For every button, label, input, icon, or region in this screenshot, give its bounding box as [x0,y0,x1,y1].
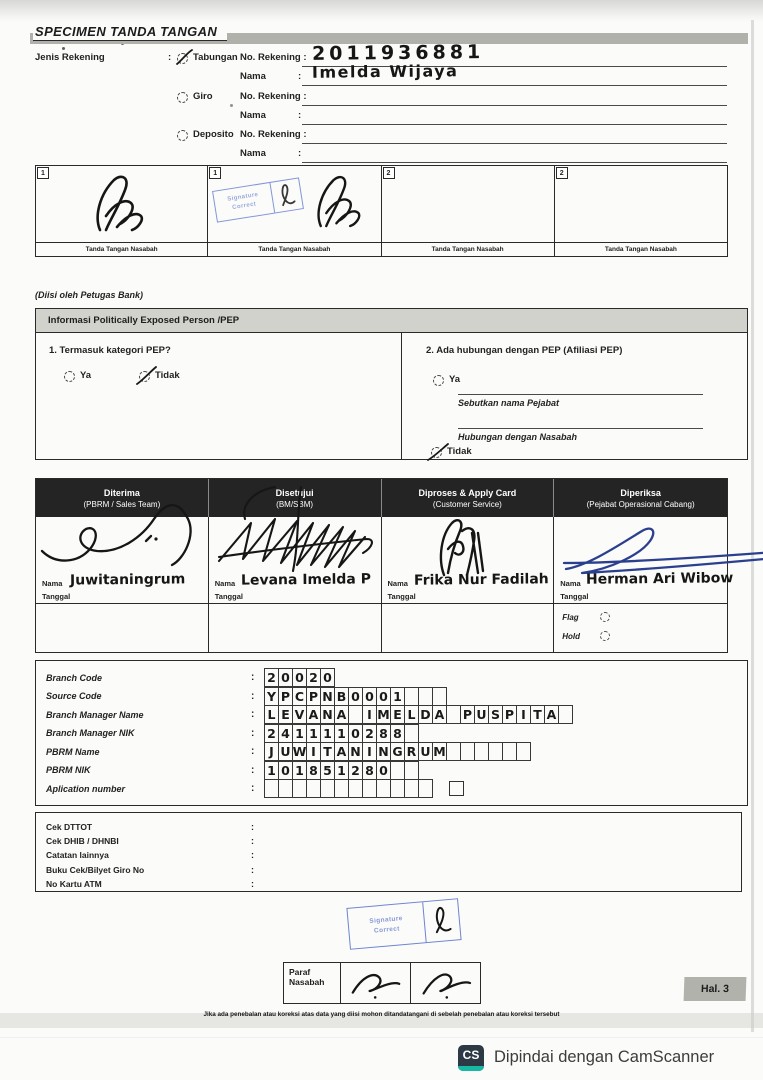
pep-q2-tidak-label: Tidak [447,446,472,457]
tanggal-label: Tanggal [560,592,589,601]
signature-box-grid [35,165,728,257]
field-label: PBRM Name [46,746,100,757]
camscanner-caption: Dipindai dengan CamScanner [494,1048,715,1066]
colon: : [251,727,255,739]
pejabat-field-label: Sebutkan nama Pejabat [458,398,560,408]
stamp-text-line2: Correct [232,200,257,211]
checkbox-circle [433,375,444,386]
branch-info-row [36,705,747,725]
flag-label: Flag [562,612,579,622]
colon: : [298,71,302,82]
checkbox-circle [177,92,188,103]
field-label: No Kartu ATM [46,878,102,889]
check-info-row [36,848,741,862]
footer-note: Jika ada penebalan atau koreksi atas data yang diisi mohon ditandatangani di sebelah penebalan atau koreksi tersebut [203,1011,560,1018]
approval-body-row [36,517,734,603]
paraf-cell-2 [411,963,480,1003]
tanggal-label: Tanggal [387,592,416,601]
paraf-label-line2: Nasabah [289,977,325,988]
header-title: Diperiksa [620,487,661,498]
check-mark [427,442,449,462]
approval-cell-diterima [36,517,209,603]
no-rekening-value-handwriting: 2011936881 [311,41,485,65]
stamp-initial [275,182,299,209]
signature-box-4 [554,165,728,257]
field-label: Aplication number [46,783,126,794]
field-label: PBRM NIK [46,765,91,776]
cs-signature [426,517,496,579]
colon: : [298,110,302,121]
approval-footer-flag-hold [554,603,727,652]
scan-artifact-dot [62,47,65,50]
nama-label: Nama [387,579,408,588]
header-subtitle: (PBRM / Sales Team) [83,499,161,509]
approval-footer-cell [209,603,382,652]
camscanner-logo-text: CS [462,1048,480,1062]
scan-top-shadow [0,0,763,22]
approval-cell-diproses [382,517,555,603]
check-info-row [36,877,741,891]
no-rekening-label: No. Rekening : [240,129,307,140]
camscanner-logo-accent [458,1066,484,1071]
branch-info-row [36,668,747,688]
branch-info-row [36,687,747,707]
comb-field[interactable]: L E V A N A I M E L D A P U S P I T A [265,705,573,724]
field-label: Cek DTTOT [46,822,93,833]
box-number: 2 [383,167,395,179]
signature-box-2 [207,165,381,257]
comb-field[interactable]: J U W I T A N I N G R U M [265,742,531,761]
check-info-row [36,820,741,834]
approval-header-diproses [382,479,555,517]
paraf-nasabah-table [283,962,481,1004]
pejabat-line [458,393,703,395]
colon: : [251,878,254,889]
hubungan-line [458,427,703,429]
tanggal-label: Tanggal [214,592,243,601]
approval-cell-diperiksa [554,517,734,603]
jenis-rekening-label: Jenis Rekening [35,52,105,63]
customer-signature [306,170,376,236]
pep-section-title: Informasi Politically Exposed Person /PEP [36,309,747,333]
colon: : [251,836,254,847]
page-number-badge: Hal. 3 [684,977,747,1001]
signature-box-1 [35,165,208,257]
colon: : [298,148,302,159]
signature-box-3 [381,165,555,257]
bm-signature [205,483,385,579]
pep-q2-ya-label: Ya [449,374,461,385]
colon: : [251,672,255,684]
colon: : [251,746,255,758]
pep-q1-label: 1. Termasuk kategori PEP? [49,345,171,356]
colon: : [251,850,254,861]
field-label: Branch Code [46,672,103,683]
colon: : [251,764,255,776]
nama-value-handwriting: Imelda Wijaya [311,61,459,82]
no-rekening-label: No. Rekening : [240,91,307,102]
nama-value-handwriting: Herman Ari Wibow [586,570,734,588]
signature-caption: Tanda Tangan Nasabah [36,242,207,256]
signature-caption: Tanda Tangan Nasabah [555,242,727,256]
pep-q1-ya-checkbox[interactable] [64,371,75,382]
colon: : [251,690,255,702]
paraf-label-line1: Paraf [289,967,311,977]
colon: : [168,52,172,63]
nama-line [302,161,727,163]
stamp-text-line1: Signature [369,915,404,926]
nama-value-handwriting: Levana Imelda P [240,571,371,589]
comb-field[interactable]: 2 0 0 2 0 [265,668,335,687]
check-info-section [35,812,742,892]
field-label: Catatan lainnya [46,850,109,861]
header-title: Disetujui [275,487,314,498]
hold-label: Hold [562,631,581,641]
nama-line [302,123,727,125]
paraf-nasabah-label [284,963,341,1003]
nama-label: Nama [240,148,266,159]
comb-field[interactable]: 1 0 1 8 5 1 2 8 0 [265,761,419,780]
pep-divider [401,333,402,459]
field-label: Buku Cek/Bilyet Giro No [46,864,145,875]
giro-checkbox[interactable] [177,92,188,103]
comb-field[interactable]: Y P C P N B 0 0 0 1 [265,687,447,706]
nama-label: Nama [214,579,236,588]
header-subtitle: (Customer Service) [432,499,502,509]
signature-correct-stamp [212,177,304,222]
giro-label: Giro [193,91,213,102]
application-number-extra-box[interactable] [449,781,464,796]
pep-q2-ya-checkbox[interactable] [433,375,444,386]
field-label: Cek DHIB / DHNBI [46,836,119,847]
camscanner-logo-icon [458,1045,484,1071]
paraf-cell-1 [341,963,411,1003]
stamp-text-line2: Correct [373,924,401,935]
header-title: Diproses & Apply Card [418,487,517,498]
pep-q1-tidak-checkbox[interactable] [139,371,150,382]
approval-footer-cell [382,603,555,652]
branch-info-section [35,660,748,806]
nama-value-handwriting: Frika Nur Fadilah [413,571,549,589]
box-number: 1 [37,167,49,179]
comb-field[interactable] [265,779,433,798]
nama-value-handwriting: Juwitaningrum [69,571,186,589]
tabungan-label: Tabungan [193,52,238,63]
nama-label: Nama [42,579,63,588]
signature-correct-stamp [346,898,461,950]
scan-artifact-dot [230,104,233,107]
paraf-signature [418,967,474,999]
approval-header-diperiksa [554,479,727,517]
header-title: Diterima [103,487,140,498]
page-title: SPECIMEN TANDA TANGAN [33,24,227,41]
nama-label: Nama [240,71,266,82]
deposito-checkbox[interactable] [177,130,188,141]
colon: : [251,864,254,875]
nama-line [302,84,727,86]
nama-label: Nama [240,110,266,121]
hold-checkbox[interactable] [600,631,610,641]
flag-checkbox[interactable] [600,612,610,622]
branch-info-row [36,724,747,744]
colon: : [251,822,254,833]
header-subtitle: (Pejabat Operasional Cabang) [586,499,695,509]
approval-table [35,478,734,653]
no-rekening-line [302,142,727,144]
check-mark [173,48,195,68]
stamp-text-line1: Signature [227,191,260,203]
box-number: 1 [209,167,221,179]
approval-footer-row [36,603,727,652]
no-rekening-label: No. Rekening : [240,52,307,63]
pep-q1-tidak-label: Tidak [155,370,180,381]
colon: : [251,709,255,721]
pep-q2-tidak-checkbox[interactable] [431,447,442,458]
stamp-initial [429,905,456,937]
signature-caption: Tanda Tangan Nasabah [208,242,380,256]
pep-q2-label: 2. Ada hubungan dengan PEP (Afiliasi PEP) [426,345,623,356]
customer-signature [84,172,160,238]
header-subtitle: (BM/SBM) [276,499,314,509]
field-label: Branch Manager Name [46,709,144,720]
branch-info-row [36,761,747,781]
tabungan-checkbox[interactable] [177,53,188,64]
checkbox-circle [64,371,75,382]
branch-info-row [36,742,747,762]
check-info-row [36,863,741,877]
box-number: 2 [556,167,568,179]
bank-officer-note: (Diisi oleh Petugas Bank) [35,290,144,300]
branch-info-row [36,779,747,799]
pep-q1-ya-label: Ya [80,370,92,381]
signature-caption: Tanda Tangan Nasabah [382,242,554,256]
comb-field[interactable]: 2 4 1 1 1 1 0 2 8 8 [265,724,419,743]
pep-section [35,308,748,460]
pbrm-signature [38,489,210,577]
tanggal-label: Tanggal [42,592,71,601]
colon: : [251,783,255,795]
check-info-row [36,834,741,848]
field-label: Source Code [46,691,102,702]
field-label: Branch Manager NIK [46,728,135,739]
deposito-label: Deposito [193,129,234,140]
check-mark [135,366,157,386]
approval-footer-cell [36,603,209,652]
checkbox-circle [177,130,188,141]
paraf-signature [348,967,404,999]
nama-label: Nama [560,579,581,588]
approval-cell-disetujui [209,517,382,603]
hubungan-field-label: Hubungan dengan Nasabah [458,432,578,442]
no-rekening-line [302,104,727,106]
